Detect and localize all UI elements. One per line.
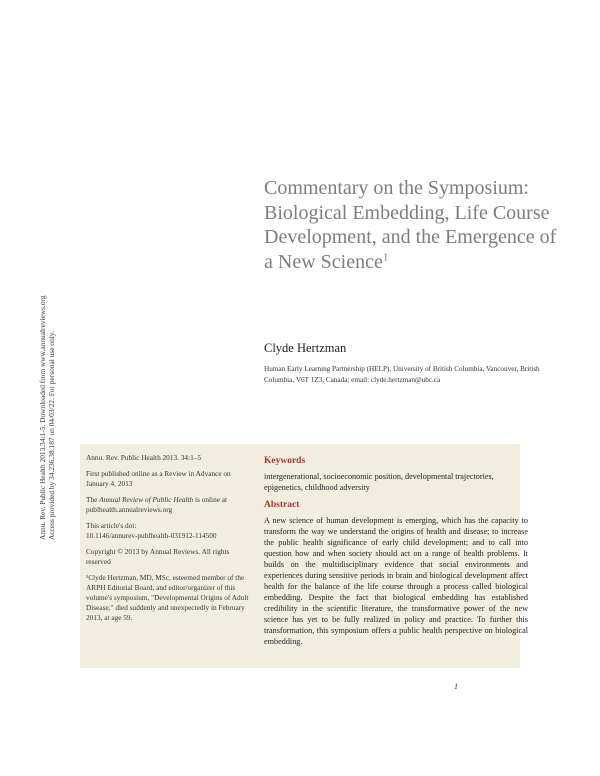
download-notice-line1: Annu. Rev. Public Health 2013.34:1-5. Downloaded from www.annualreviews.org bbox=[38, 295, 47, 540]
journal-prefix: The bbox=[86, 495, 100, 504]
copyright: Copyright © 2013 by Annual Reviews. All rights reserved bbox=[86, 547, 230, 566]
article-title bbox=[264, 176, 564, 274]
author-footnote: ¹Clyde Hertzman, MD, MSc, esteemed member of the ARPH Editorial Board, and editor/organizer of this volume's symposium, "Developmental Origins of Adult Disease," died suddenly and unexpectedly in February 2013, at age 59. bbox=[86, 573, 249, 622]
download-notice-line2: Access provided by 34.236.38.187 on 04/03/22. For personal use only. bbox=[47, 331, 56, 540]
first-published: First published online as a Review in Advance on January 4, 2013 bbox=[86, 469, 231, 488]
journal-name: Annual Review of Public Health bbox=[99, 495, 194, 504]
keywords-abstract bbox=[264, 456, 528, 647]
article-metadata bbox=[86, 453, 254, 629]
author-affiliation: Human Early Learning Partnership (HELP), University of British Columbia, Vancouver, British Columbia, V6T 1Z3, Canada; email: clyde.hertzman@ubc.ca bbox=[264, 365, 540, 384]
title-footnote-mark: 1 bbox=[382, 250, 389, 263]
keywords-text: intergenerational, socioeconomic position, developmental trajectories, epigenetics, childhood adversity bbox=[264, 472, 494, 492]
doi-label: This article's doi: bbox=[86, 521, 137, 530]
keywords-heading: Keywords bbox=[264, 456, 306, 466]
page-number: 1 bbox=[454, 682, 458, 691]
journal-online-note bbox=[86, 495, 254, 515]
doi-block bbox=[86, 521, 254, 541]
citation: Annu. Rev. Public Health 2013. 34:1–5 bbox=[86, 453, 202, 462]
abstract-heading: Abstract bbox=[264, 500, 300, 510]
article-title-text: Commentary on the Symposium: Biological Embedding, Life Course Development, and the Emergence of a New Science bbox=[264, 177, 557, 273]
download-notice bbox=[38, 240, 56, 540]
doi-link[interactable]: 10.1146/annurev-publhealth-031912-114500 bbox=[86, 531, 217, 540]
journal-suffix: is online at publhealth.annualreviews.org bbox=[86, 495, 228, 514]
abstract-text: A new science of human development is emerging, which has the capacity to transform the way we understand the origins of health and disease; to increase the public health significance of early child development; and to call into question how and when society should act on a range of health problems. It builds on the multidisciplinary evidence that social environments and experiences during sensitive periods in brain and biological development affect health for the balance of the life course through a process called biological embedding. Despite the fact that biological embedding has established credibility in the scientific literature, the transformative power of the new science has yet to be fully realized in policy and practice. To further this transformation, this symposium offers a public health perspective on biological embedding. bbox=[264, 516, 528, 646]
author-name: Clyde Hertzman bbox=[264, 341, 347, 355]
